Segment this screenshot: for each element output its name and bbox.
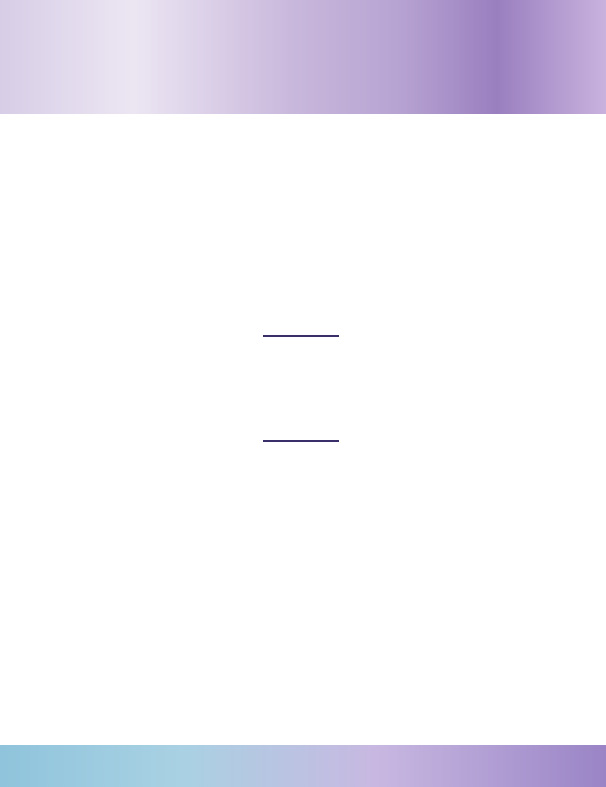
divider-line-bottom	[263, 440, 339, 442]
bottom-feather-banner	[0, 745, 606, 787]
feather-leaves-pattern-bottom	[0, 745, 606, 787]
divider-line-top	[263, 335, 339, 337]
feather-leaves-pattern-top	[0, 0, 606, 114]
top-feather-banner	[0, 0, 606, 114]
